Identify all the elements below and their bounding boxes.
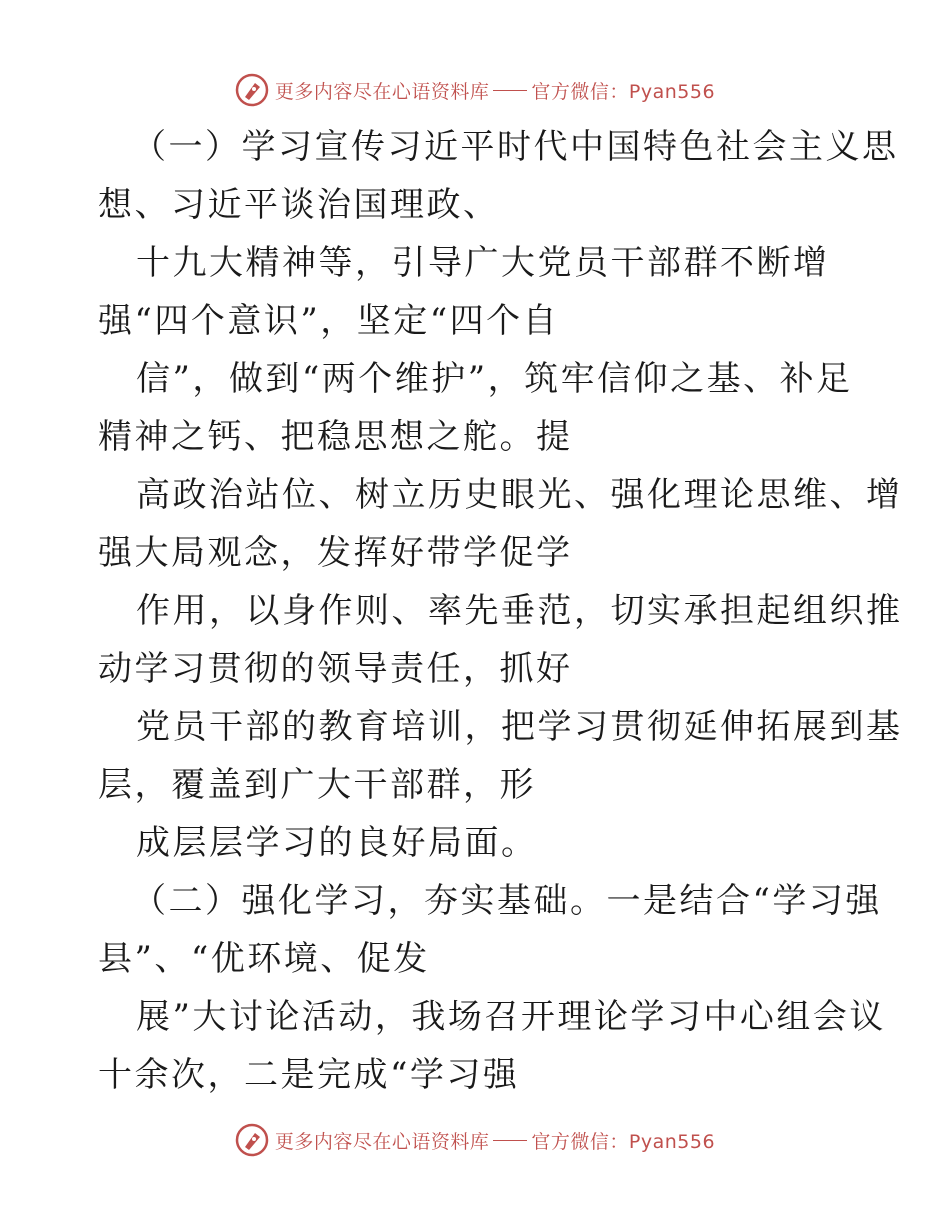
- text-line-4: 强“四个意识”，坚定“四个自: [98, 301, 560, 341]
- text-line-8: 强大局观念，发挥好带学促学: [98, 533, 573, 573]
- text-line-17: 十余次，二是完成“学习强: [98, 1055, 520, 1095]
- text-line-14: （二）强化学习，夯实基础。一是结合“学习强: [132, 881, 882, 921]
- text-line-1: （一）学习宣传习近平时代中国特色社会主义思: [132, 127, 899, 167]
- text-line-12: 层，覆盖到广大干部群，形: [98, 765, 536, 805]
- text-line-15: 县”、“优环境、促发: [98, 939, 430, 979]
- text-line-10: 动学习贯彻的领导责任，抓好: [98, 649, 573, 689]
- text-line-11: 党员干部的教育培训，把学习贯彻延伸拓展到基: [136, 707, 903, 747]
- text-line-6: 精神之钙、把稳思想之舵。提: [98, 417, 573, 457]
- watermark-dash: [493, 1140, 527, 1141]
- text-line-2: 想、习近平谈治国理政、: [98, 185, 500, 225]
- text-line-5: 信”，做到“两个维护”，筑牢信仰之基、补足: [136, 359, 853, 399]
- text-line-16: 展”大讨论活动，我场召开理论学习中心组会议: [136, 997, 886, 1037]
- pen-nib-logo-icon: [235, 73, 269, 107]
- watermark-official: 官方微信：Pyan556: [531, 1130, 716, 1153]
- watermark-official: 官方微信：Pyan556: [531, 80, 716, 103]
- watermark-dash: [493, 90, 527, 91]
- text-line-3: 十九大精神等，引导广大党员干部群不断增: [136, 243, 830, 283]
- text-line-7: 高政治站位、树立历史眼光、强化理论思维、增: [136, 475, 903, 515]
- text-line-13: 成层层学习的良好局面。: [136, 823, 538, 863]
- text-line-9: 作用，以身作则、率先垂范，切实承担起组织推: [136, 591, 903, 631]
- document-body: [98, 118, 903, 1104]
- footer-watermark: [0, 1120, 950, 1160]
- watermark-text: 更多内容尽在心语资料库: [274, 1130, 490, 1153]
- watermark-text: 更多内容尽在心语资料库: [274, 80, 490, 103]
- header-watermark: [0, 70, 950, 110]
- pen-nib-logo-icon: [235, 1123, 269, 1157]
